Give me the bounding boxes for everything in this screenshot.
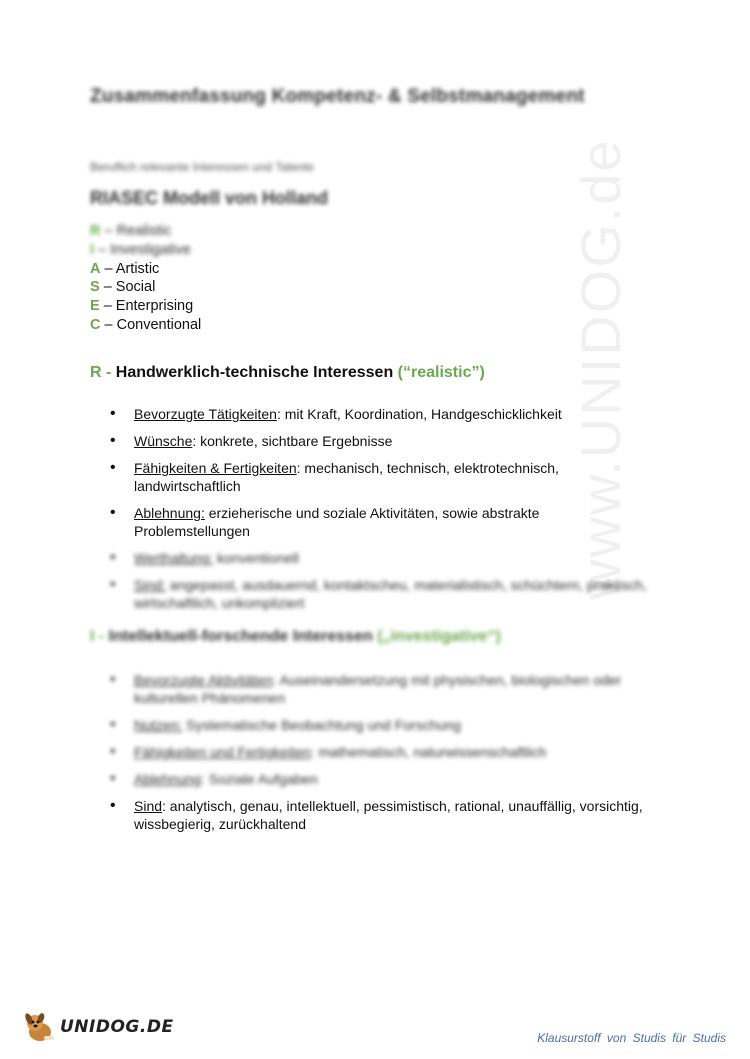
list-item: • Ablehnung: Soziale Aufgaben (110, 770, 650, 788)
list-item: • Bevorzugte Tätigkeiten: mit Kraft, Koordination, Handgeschicklichkeit (110, 405, 650, 423)
model-heading: RIASEC Modell von Holland (90, 188, 329, 208)
riasec-list (90, 222, 201, 335)
logo-text: UNIDOG.DE (60, 1017, 174, 1037)
riasec-item: I – Investigative (90, 241, 191, 258)
riasec-item: E – Enterprising (90, 298, 194, 315)
footer-note: Klausurstoff von Studis für Studis (537, 1031, 726, 1045)
section-heading-investigative: I - Intellektuell-forschende Interessen („investigative“) (90, 628, 501, 645)
list-item: • Bevorzugte Aktivitäten: Auseinandersetzung mit physischen, biologischen oder kulturellen Phänomenen (110, 671, 650, 707)
investigative-bullet-list (110, 671, 650, 842)
realistic-bullet-list (110, 405, 650, 621)
list-item: • Nutzen: Systematische Beobachtung und Forschung (110, 716, 650, 734)
watermark: www.UNIDOG.de (569, 138, 632, 600)
unidog-logo (22, 1010, 174, 1044)
list-item: • Ablehnung: erzieherische und soziale Aktivitäten, sowie abstrakte Problemstellungen (110, 504, 650, 540)
list-item: • Sind: analytisch, genau, intellektuell, pessimistisch, rational, unauffällig, vorsichtig, wissbegierig, zurückhaltend (110, 797, 650, 833)
dog-mascot-icon (22, 1010, 58, 1044)
document-title: Zusammenfassung Kompetenz- & Selbstmanagement (90, 86, 585, 107)
list-item: • Fähigkeiten & Fertigkeiten: mechanisch, technisch, elektrotechnisch, landwirtschaftlich (110, 459, 650, 495)
list-item: • Fähigkeiten und Fertigkeiten: mathematisch, naturwissenschaftlich (110, 743, 650, 761)
riasec-item: R – Realistic (90, 223, 172, 239)
riasec-item: S – Social (90, 279, 156, 296)
document-subtitle: Beruflich relevante Interessen und Talente (90, 160, 314, 174)
section-heading-realistic: R - Handwerklich-technische Interessen (“realistic”) (90, 364, 485, 381)
list-item: • Wünsche: konkrete, sichtbare Ergebnisse (110, 432, 650, 450)
riasec-item: A – Artistic (90, 260, 160, 277)
riasec-item: C – Conventional (90, 316, 202, 333)
list-item: • Werthaltung: konventionell (110, 549, 650, 567)
list-item: • Sind: angepasst, ausdauernd, kontaktscheu, materialistisch, schüchtern, praktisch, wirtschaftlich, unkompliziert (110, 576, 650, 612)
